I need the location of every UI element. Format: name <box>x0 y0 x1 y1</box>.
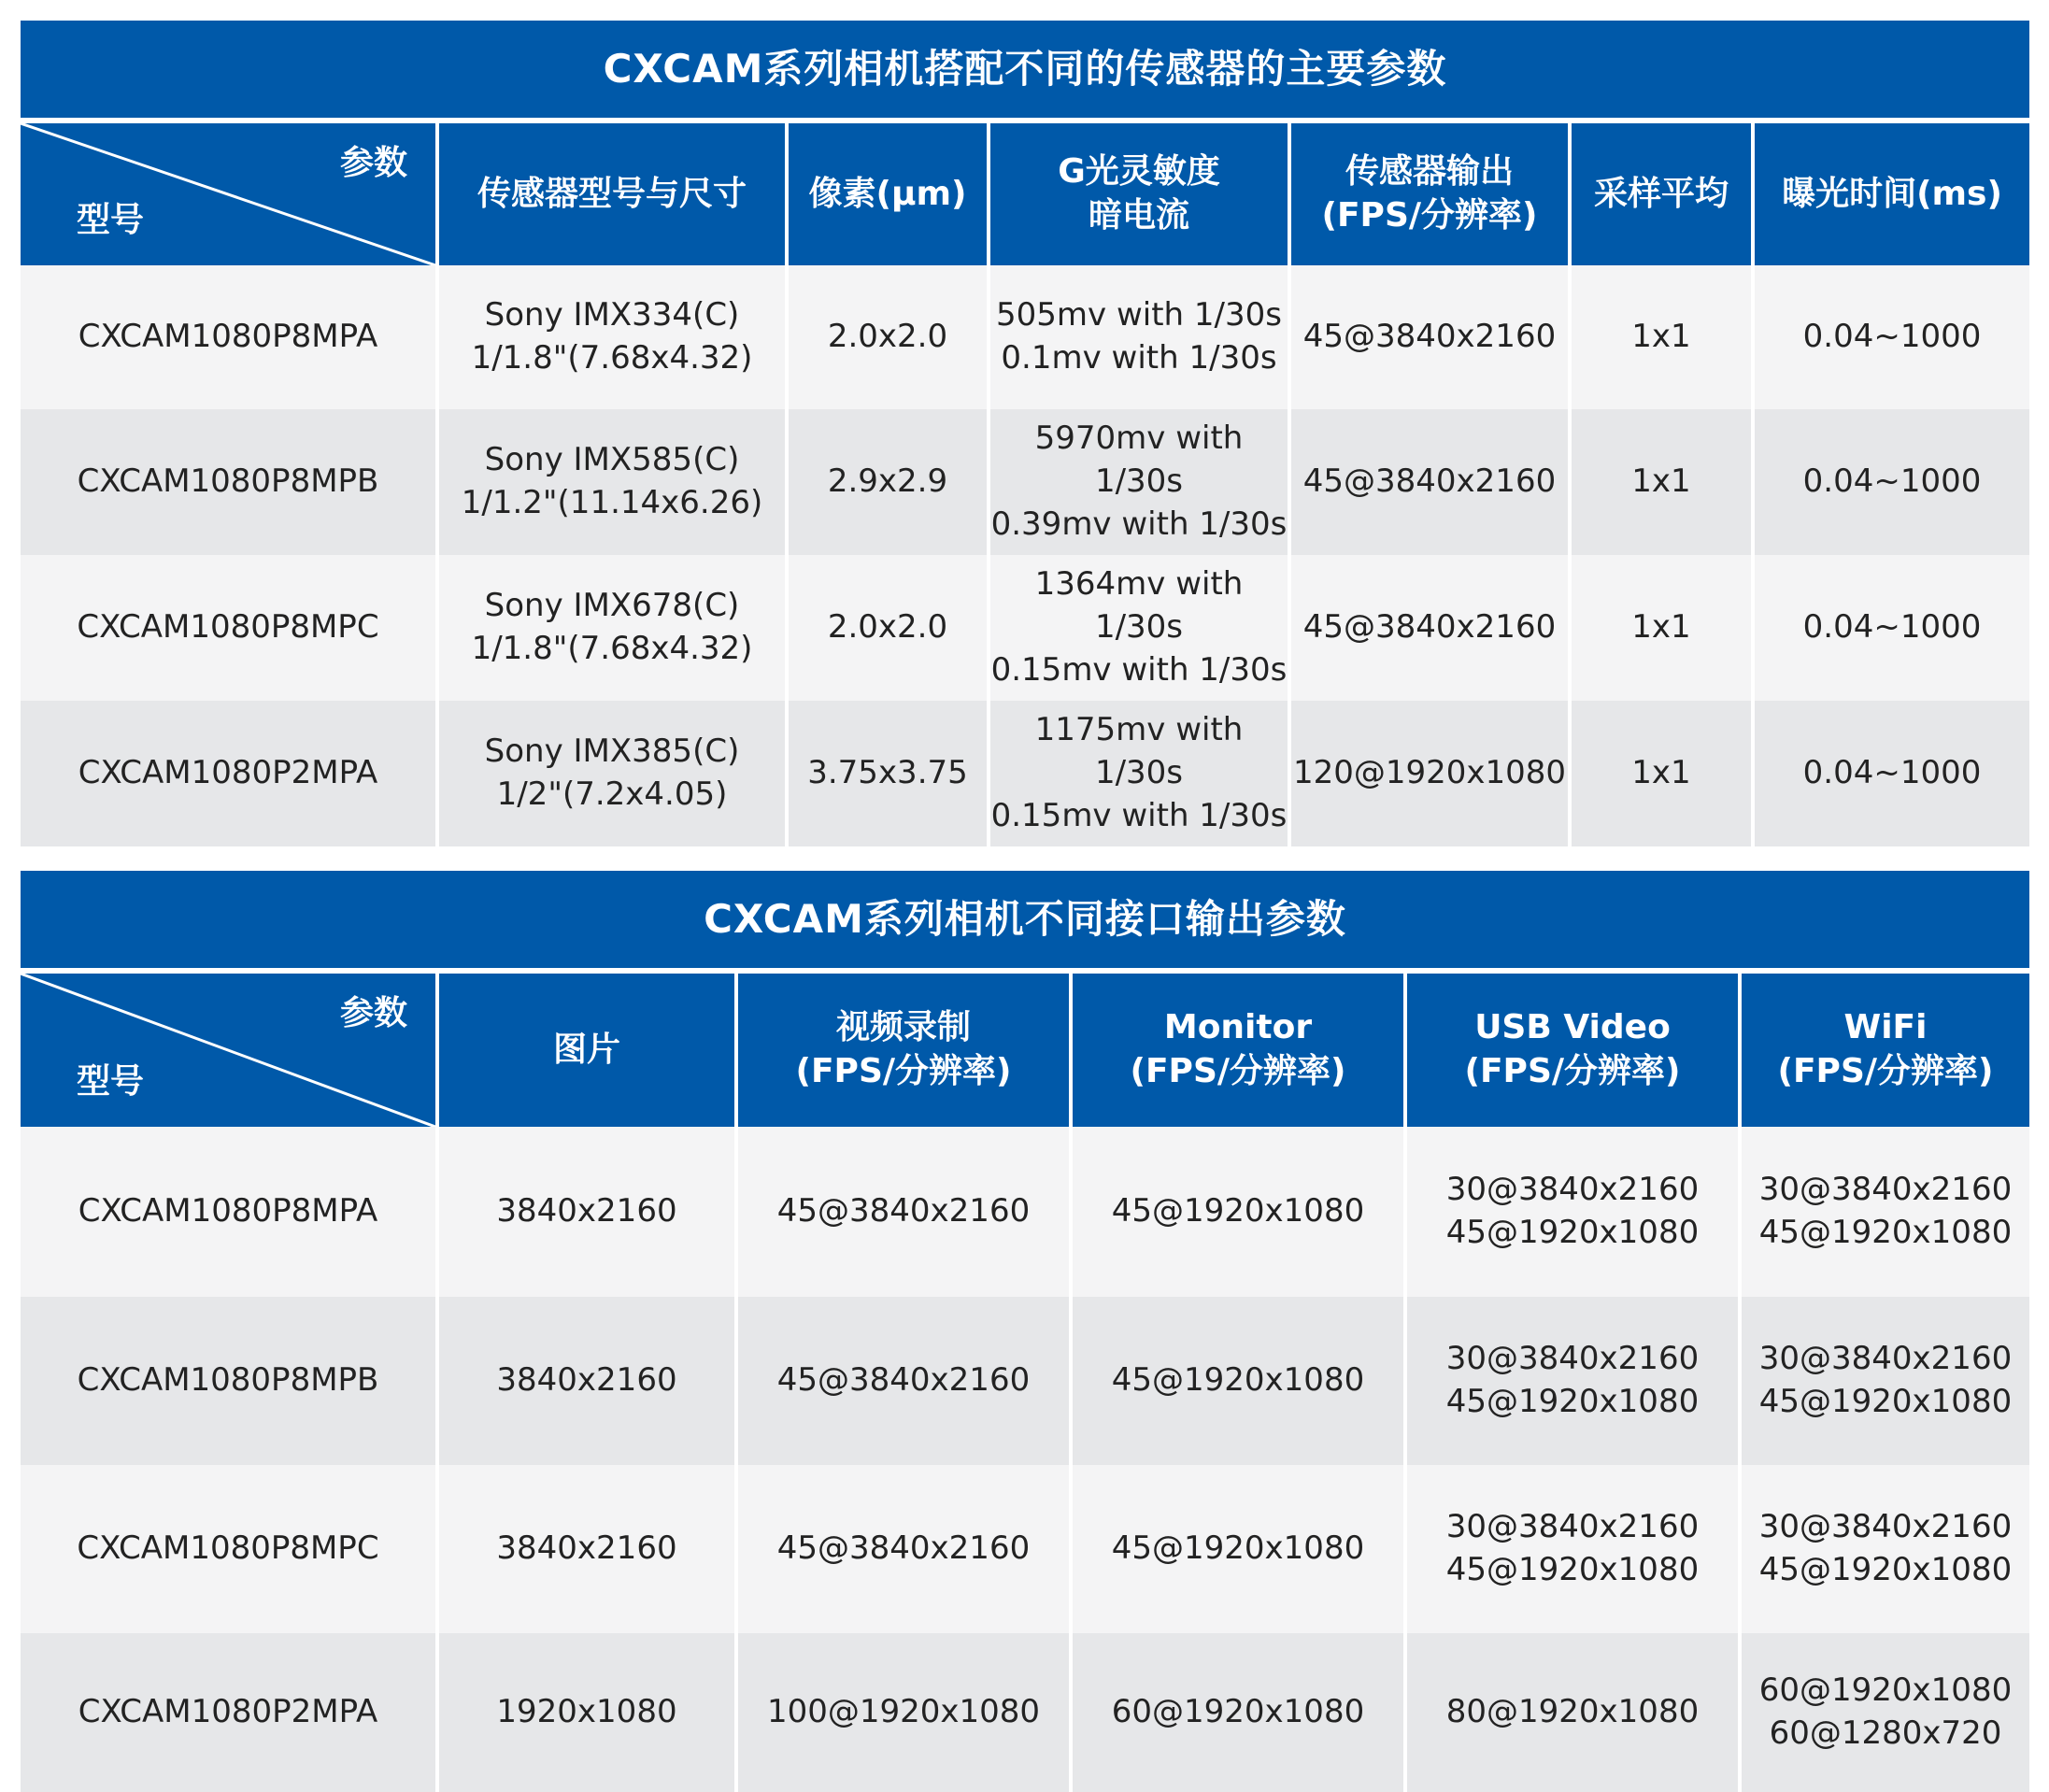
output-cell: 45@3840x2160 <box>1291 265 1572 409</box>
header-sensitivity: G光灵敏度 暗电流 <box>990 123 1291 265</box>
header-sensor-output: 传感器输出 (FPS/分辨率) <box>1291 123 1572 265</box>
model-cell: CXCAM1080P8MPA <box>21 1127 439 1297</box>
monitor-cell: 45@1920x1080 <box>1073 1465 1407 1633</box>
sensor-cell: Sony IMX334(C) 1/1.8"(7.68x4.32) <box>439 265 789 409</box>
wifi-cell: 30@3840x2160 45@1920x1080 <box>1742 1127 2029 1297</box>
header-sensor-model: 传感器型号与尺寸 <box>439 123 789 265</box>
model-cell: CXCAM1080P8MPC <box>21 1465 439 1633</box>
model-cell: CXCAM1080P8MPB <box>21 409 439 555</box>
sensitivity-cell: 505mv with 1/30s 0.1mv with 1/30s <box>990 265 1291 409</box>
header-wifi: WiFi (FPS/分辨率) <box>1742 974 2029 1127</box>
monitor-cell: 45@1920x1080 <box>1073 1297 1407 1465</box>
exposure-cell: 0.04~1000 <box>1755 555 2029 701</box>
table1-corner-header <box>21 123 439 265</box>
image-cell: 3840x2160 <box>439 1465 738 1633</box>
table2-corner-header <box>21 974 439 1127</box>
pixel-cell: 2.0x2.0 <box>789 555 990 701</box>
sensor-cell: Sony IMX585(C) 1/1.2"(11.14x6.26) <box>439 409 789 555</box>
header-exposure: 曝光时间(ms) <box>1755 123 2029 265</box>
pixel-cell: 3.75x3.75 <box>789 701 990 846</box>
monitor-cell: 60@1920x1080 <box>1073 1633 1407 1792</box>
header-monitor: Monitor (FPS/分辨率) <box>1073 974 1407 1127</box>
exposure-cell: 0.04~1000 <box>1755 265 2029 409</box>
header-usb-video: USB Video (FPS/分辨率) <box>1407 974 1742 1127</box>
corner-param-label: 参数 <box>339 144 407 182</box>
header-image: 图片 <box>439 974 738 1127</box>
sensor-params-table <box>21 21 2029 846</box>
corner-model-label: 型号 <box>77 1062 145 1102</box>
usb-cell: 30@3840x2160 45@1920x1080 <box>1407 1297 1742 1465</box>
model-cell: CXCAM1080P8MPA <box>21 265 439 409</box>
sensitivity-cell: 1175mv with 1/30s 0.15mv with 1/30s <box>990 701 1291 846</box>
binning-cell: 1x1 <box>1572 701 1755 846</box>
video-cell: 100@1920x1080 <box>738 1633 1073 1792</box>
header-binning: 采样平均 <box>1572 123 1755 265</box>
table1-title: CXCAM系列相机搭配不同的传感器的主要参数 <box>21 21 2029 118</box>
model-cell: CXCAM1080P2MPA <box>21 701 439 846</box>
binning-cell: 1x1 <box>1572 409 1755 555</box>
header-video-record: 视频录制 (FPS/分辨率) <box>738 974 1073 1127</box>
binning-cell: 1x1 <box>1572 265 1755 409</box>
model-cell: CXCAM1080P8MPB <box>21 1297 439 1465</box>
image-cell: 3840x2160 <box>439 1127 738 1297</box>
video-cell: 45@3840x2160 <box>738 1127 1073 1297</box>
usb-cell: 30@3840x2160 45@1920x1080 <box>1407 1127 1742 1297</box>
sensitivity-cell: 5970mv with 1/30s 0.39mv with 1/30s <box>990 409 1291 555</box>
corner-param-label: 参数 <box>339 994 407 1032</box>
pixel-cell: 2.9x2.9 <box>789 409 990 555</box>
sensor-cell: Sony IMX678(C) 1/1.8"(7.68x4.32) <box>439 555 789 701</box>
output-cell: 45@3840x2160 <box>1291 409 1572 555</box>
wifi-cell: 60@1920x1080 60@1280x720 <box>1742 1633 2029 1792</box>
exposure-cell: 0.04~1000 <box>1755 409 2029 555</box>
exposure-cell: 0.04~1000 <box>1755 701 2029 846</box>
sensor-cell: Sony IMX385(C) 1/2"(7.2x4.05) <box>439 701 789 846</box>
image-cell: 1920x1080 <box>439 1633 738 1792</box>
usb-cell: 80@1920x1080 <box>1407 1633 1742 1792</box>
video-cell: 45@3840x2160 <box>738 1297 1073 1465</box>
wifi-cell: 30@3840x2160 45@1920x1080 <box>1742 1297 2029 1465</box>
table2-title: CXCAM系列相机不同接口输出参数 <box>21 871 2029 968</box>
corner-model-label: 型号 <box>77 201 145 240</box>
wifi-cell: 30@3840x2160 45@1920x1080 <box>1742 1465 2029 1633</box>
usb-cell: 30@3840x2160 45@1920x1080 <box>1407 1465 1742 1633</box>
output-cell: 45@3840x2160 <box>1291 555 1572 701</box>
monitor-cell: 45@1920x1080 <box>1073 1127 1407 1297</box>
sensitivity-cell: 1364mv with 1/30s 0.15mv with 1/30s <box>990 555 1291 701</box>
image-cell: 3840x2160 <box>439 1297 738 1465</box>
model-cell: CXCAM1080P8MPC <box>21 555 439 701</box>
interface-output-table <box>21 871 2029 1792</box>
header-pixel-size: 像素(μm) <box>789 123 990 265</box>
video-cell: 45@3840x2160 <box>738 1465 1073 1633</box>
pixel-cell: 2.0x2.0 <box>789 265 990 409</box>
model-cell: CXCAM1080P2MPA <box>21 1633 439 1792</box>
binning-cell: 1x1 <box>1572 555 1755 701</box>
output-cell: 120@1920x1080 <box>1291 701 1572 846</box>
